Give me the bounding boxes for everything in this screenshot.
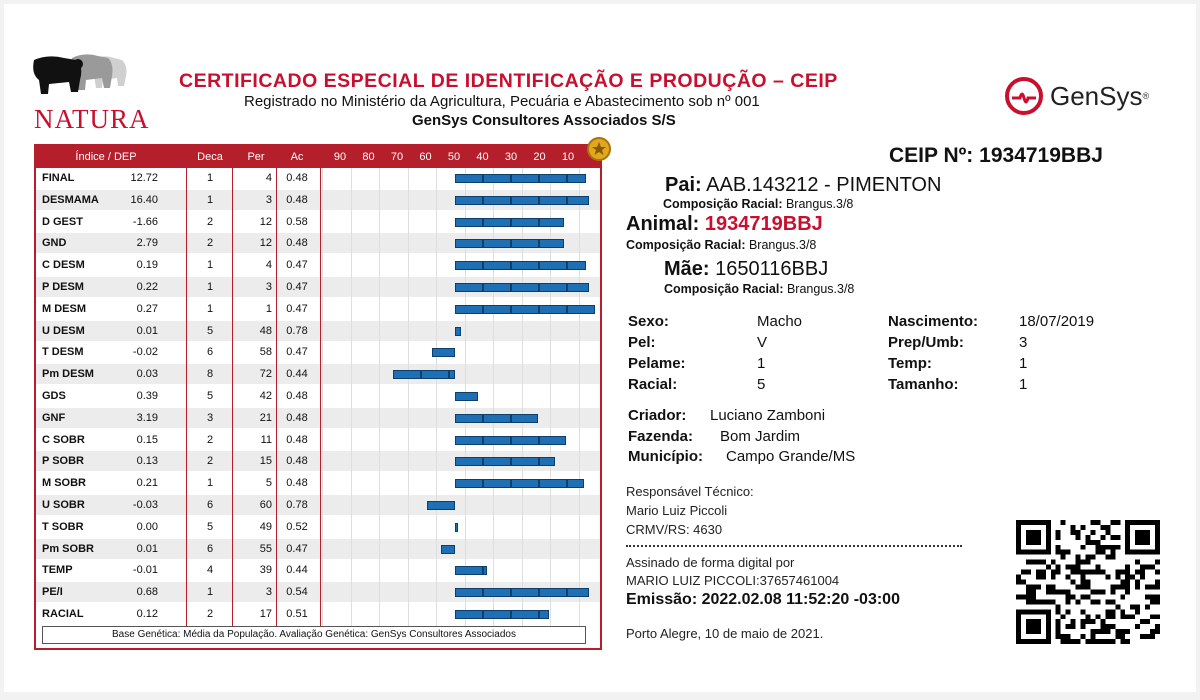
- brand-logo-text: NATURA: [34, 104, 150, 134]
- qr-code: [1016, 519, 1160, 645]
- row-per: 15: [259, 455, 272, 468]
- row-per: 4: [265, 172, 272, 184]
- pel-value: V: [757, 334, 768, 351]
- row-dep: 0.39: [136, 390, 158, 402]
- row-dep: 0.27: [136, 302, 158, 315]
- row-deca: 3: [206, 411, 214, 424]
- row-per: 60: [259, 499, 272, 511]
- row-per: 12: [259, 237, 272, 250]
- dam-value: 1650116BBJ: [715, 258, 829, 280]
- row-name: U SOBR: [42, 499, 85, 511]
- column-divider: [232, 168, 233, 626]
- row-per: 48: [259, 324, 272, 337]
- issue-date: Emissão: 2022.02.08 11:52:20 -03:00: [626, 591, 900, 608]
- row-per: 55: [259, 542, 272, 555]
- row-ac: 0.47: [286, 259, 308, 272]
- farm-value: Bom Jardim: [720, 428, 801, 445]
- row-dep: 0.00: [136, 520, 158, 533]
- grid-line: [579, 168, 580, 626]
- scale-label: 70: [390, 151, 404, 163]
- row-ac: 0.48: [286, 390, 308, 402]
- row-deca: 1: [206, 172, 214, 184]
- percentile-bar: [455, 392, 478, 401]
- breeder-label: Criador:: [628, 407, 687, 424]
- certificate-title: CERTIFICADO ESPECIAL DE IDENTIFICAÇÃO E PRODUÇÃO – CEIP: [179, 70, 838, 92]
- row-dep: 0.15: [136, 433, 158, 446]
- company-line: GenSys Consultores Associados S/S: [412, 112, 676, 129]
- percentile-bar: [455, 436, 566, 445]
- percentile-bar: [455, 283, 589, 292]
- header-indice: Índice / DEP: [75, 151, 137, 163]
- header-ac: Ac: [290, 151, 304, 163]
- row-dep: 0.22: [136, 281, 158, 293]
- row-deca: 2: [206, 455, 214, 468]
- row-deca: 1: [206, 586, 214, 599]
- signed-label: Assinado de forma digital por: [626, 555, 795, 570]
- grid-line: [379, 168, 380, 626]
- row-deca: 1: [206, 302, 214, 315]
- percentile-bar: [455, 196, 589, 205]
- percentile-bar: [455, 414, 538, 423]
- percentile-bar: [455, 566, 486, 575]
- row-deca: 5: [206, 520, 214, 533]
- row-dep: 0.19: [136, 259, 158, 272]
- prep-label: Prep/Umb:: [888, 334, 964, 351]
- row-deca: 8: [206, 368, 214, 381]
- row-name: Pm SOBR: [42, 542, 94, 555]
- row-dep: 16.40: [130, 193, 158, 206]
- row-per: 5: [265, 477, 272, 490]
- row-ac: 0.44: [286, 564, 308, 577]
- row-dep: 0.03: [136, 368, 158, 381]
- row-per: 4: [265, 259, 272, 272]
- row-ac: 0.48: [286, 172, 308, 184]
- row-ac: 0.44: [286, 368, 308, 381]
- row-deca: 6: [206, 542, 214, 555]
- row-dep: 0.68: [136, 586, 158, 599]
- row-name: M DESM: [42, 302, 86, 315]
- animal-line: [626, 213, 823, 236]
- row-name: FINAL: [42, 172, 75, 184]
- column-divider: [320, 168, 321, 626]
- gensys-icon: [1004, 76, 1044, 116]
- row-name: DESMAMA: [42, 193, 99, 206]
- percentile-bar: [432, 348, 455, 357]
- row-deca: 2: [206, 215, 214, 228]
- prep-value: 3: [1019, 334, 1028, 351]
- grid-line: [408, 168, 409, 626]
- percentile-bar: [455, 588, 589, 597]
- coat-label: Pelame:: [628, 355, 686, 372]
- percentile-bars: [322, 168, 600, 626]
- row-dep: -0.01: [132, 564, 158, 577]
- row-ac: 0.47: [286, 542, 308, 555]
- birth-label: Nascimento:: [888, 313, 979, 330]
- percentile-bar: [455, 261, 586, 270]
- animal-composition: [626, 238, 816, 252]
- percentile-bar: [455, 305, 595, 314]
- percentile-bar: [427, 501, 456, 510]
- responsible-name: Mario Luiz Piccoli: [626, 503, 728, 518]
- racial-value: 5: [757, 376, 766, 393]
- sire-composition: [663, 197, 853, 211]
- grid-line: [550, 168, 551, 626]
- ceip-value: 1934719BBJ: [979, 144, 1103, 167]
- scale-label: 40: [476, 151, 489, 163]
- row-ac: 0.47: [286, 302, 308, 315]
- row-deca: 1: [206, 477, 214, 490]
- dam-label: Mãe:: [664, 258, 710, 280]
- row-name: P SOBR: [42, 455, 84, 468]
- row-dep: 0.01: [136, 324, 158, 337]
- composition-value: Brangus.3/8: [748, 238, 817, 252]
- composition-label: Composição Racial:: [626, 238, 746, 252]
- row-name: T DESM: [42, 346, 84, 359]
- row-ac: 0.48: [286, 193, 308, 206]
- header-per: Per: [247, 151, 265, 163]
- row-per: 21: [259, 411, 272, 424]
- scale-label: 80: [362, 151, 375, 163]
- row-per: 12: [259, 215, 272, 228]
- row-dep: 12.72: [130, 172, 158, 184]
- signed-by: MARIO LUIZ PICCOLI:37657461004: [626, 573, 840, 588]
- sire-value: AAB.143212 - PIMENTON: [706, 174, 942, 196]
- row-name: M SOBR: [42, 477, 86, 490]
- pel-label: Pel:: [628, 334, 656, 351]
- row-per: 1: [265, 302, 272, 315]
- row-name: D GEST: [42, 215, 83, 228]
- municipality-label: Município:: [628, 448, 703, 465]
- row-per: 58: [259, 346, 272, 359]
- row-name: C SOBR: [42, 433, 85, 446]
- row-name: C DESM: [42, 259, 85, 272]
- row-deca: 1: [206, 281, 214, 293]
- row-ac: 0.58: [286, 215, 308, 228]
- size-value: 1: [1019, 376, 1028, 393]
- row-deca: 6: [206, 346, 214, 359]
- place-date: Porto Alegre, 10 de maio de 2021.: [626, 626, 824, 641]
- grid-line: [436, 168, 437, 626]
- row-dep: 2.79: [136, 237, 158, 250]
- farm-label: Fazenda:: [628, 428, 694, 445]
- sire-line: [665, 174, 941, 197]
- row-dep: 0.12: [136, 608, 158, 620]
- size-label: Tamanho:: [888, 376, 959, 393]
- dam-line: [664, 258, 828, 281]
- row-per: 17: [259, 608, 272, 620]
- row-ac: 0.48: [286, 477, 308, 490]
- row-dep: -0.03: [132, 499, 158, 511]
- sex-label: Sexo:: [628, 313, 669, 330]
- grid-line: [322, 168, 323, 626]
- row-name: GND: [42, 237, 67, 250]
- row-dep: 0.01: [136, 542, 158, 555]
- certificate: [4, 4, 1196, 692]
- header-deca: Deca: [197, 151, 223, 163]
- row-per: 49: [259, 520, 272, 533]
- row-ac: 0.47: [286, 281, 308, 293]
- percentile-bar: [455, 457, 555, 466]
- row-name: RACIAL: [42, 608, 84, 620]
- composition-value: Brangus.3/8: [786, 282, 855, 296]
- coat-value: 1: [757, 355, 766, 372]
- municipality-value: Campo Grande/MS: [726, 448, 856, 465]
- composition-value: Brangus.3/8: [785, 197, 854, 211]
- row-deca: 2: [206, 433, 214, 446]
- table-header: [36, 146, 600, 168]
- scale-label: 50: [447, 151, 461, 163]
- racial-label: Racial:: [628, 376, 678, 393]
- row-deca: 6: [206, 499, 214, 511]
- percentile-bar: [455, 479, 583, 488]
- row-name: GNF: [42, 411, 66, 424]
- birth-value: 18/07/2019: [1019, 313, 1095, 330]
- temp-label: Temp:: [888, 355, 932, 372]
- grid-line: [522, 168, 523, 626]
- percentile-bar: [455, 174, 586, 183]
- column-divider: [186, 168, 187, 626]
- grid-line: [351, 168, 352, 626]
- row-deca: 1: [206, 193, 214, 206]
- responsible-label: Responsável Técnico:: [626, 484, 754, 499]
- percentile-bar: [441, 545, 455, 554]
- table-footer-note: Base Genética: Média da População. Avaliação Genética: GenSys Consultores Associados: [42, 626, 586, 644]
- grid-line: [493, 168, 494, 626]
- row-ac: 0.47: [286, 346, 308, 359]
- sire-label: Pai:: [665, 174, 702, 196]
- row-per: 3: [265, 281, 272, 293]
- row-ac: 0.48: [286, 433, 308, 446]
- scale-label: 20: [533, 151, 546, 163]
- signature-divider: [626, 545, 962, 547]
- row-ac: 0.51: [286, 608, 308, 620]
- animal-label: Animal:: [626, 213, 700, 235]
- row-per: 3: [265, 586, 272, 599]
- row-name: PE/I: [42, 586, 63, 599]
- row-per: 72: [259, 368, 272, 381]
- row-deca: 2: [206, 608, 214, 620]
- dep-table: [34, 144, 602, 650]
- row-dep: 3.19: [136, 411, 158, 424]
- gensys-logo-text: GenSys: [1050, 80, 1143, 111]
- row-ac: 0.54: [286, 586, 308, 599]
- row-per: 42: [259, 390, 272, 402]
- percentile-bar: [455, 239, 563, 248]
- row-deca: 1: [206, 259, 214, 272]
- percentile-bar: [455, 327, 461, 336]
- scale-label: 30: [504, 151, 518, 163]
- scale-label: 90: [333, 151, 347, 163]
- composition-label: Composição Racial:: [663, 197, 783, 211]
- row-deca: 5: [206, 390, 214, 402]
- column-divider: [276, 168, 277, 626]
- percentile-bar: [455, 523, 458, 532]
- row-name: TEMP: [42, 564, 73, 577]
- row-dep: 0.13: [136, 455, 158, 468]
- row-deca: 4: [206, 564, 214, 577]
- row-ac: 0.48: [286, 411, 308, 424]
- row-deca: 5: [206, 324, 214, 337]
- percentile-bar: [455, 218, 563, 227]
- row-per: 11: [260, 433, 272, 446]
- ceip-number: [889, 144, 1103, 168]
- row-ac: 0.78: [286, 499, 308, 511]
- percentile-bar: [393, 370, 456, 379]
- row-name: GDS: [42, 390, 66, 402]
- gensys-logo: [1004, 76, 1149, 116]
- gensys-registered-mark: ®: [1142, 91, 1150, 101]
- sex-value: Macho: [757, 313, 803, 330]
- row-name: P DESM: [42, 281, 84, 293]
- row-dep: -0.02: [132, 346, 158, 359]
- row-name: U DESM: [42, 324, 85, 337]
- row-ac: 0.48: [286, 455, 308, 468]
- row-ac: 0.78: [286, 324, 308, 337]
- dam-composition: [664, 282, 854, 296]
- ceip-label: CEIP Nº:: [889, 144, 974, 167]
- temp-value: 1: [1019, 355, 1028, 372]
- crmv-number: CRMV/RS: 4630: [626, 522, 723, 537]
- scale-label: 60: [419, 151, 432, 163]
- row-name: Pm DESM: [42, 368, 94, 381]
- scale-label: 10: [561, 151, 575, 163]
- row-dep: 0.21: [136, 477, 158, 490]
- row-ac: 0.52: [286, 520, 308, 533]
- row-dep: -1.66: [132, 215, 158, 228]
- row-name: T SOBR: [42, 520, 84, 533]
- row-deca: 2: [206, 237, 214, 250]
- breeder-value: Luciano Zamboni: [710, 407, 826, 424]
- animal-value: 1934719BBJ: [704, 213, 823, 235]
- registry-line: Registrado no Ministério da Agricultura, Pecuária e Abastecimento sob nº 001: [244, 93, 760, 110]
- percentile-bar: [455, 610, 549, 619]
- row-per: 39: [259, 564, 272, 577]
- row-ac: 0.48: [286, 237, 308, 250]
- composition-label: Composição Racial:: [664, 282, 784, 296]
- row-per: 3: [265, 193, 272, 206]
- medal-icon: [586, 136, 612, 162]
